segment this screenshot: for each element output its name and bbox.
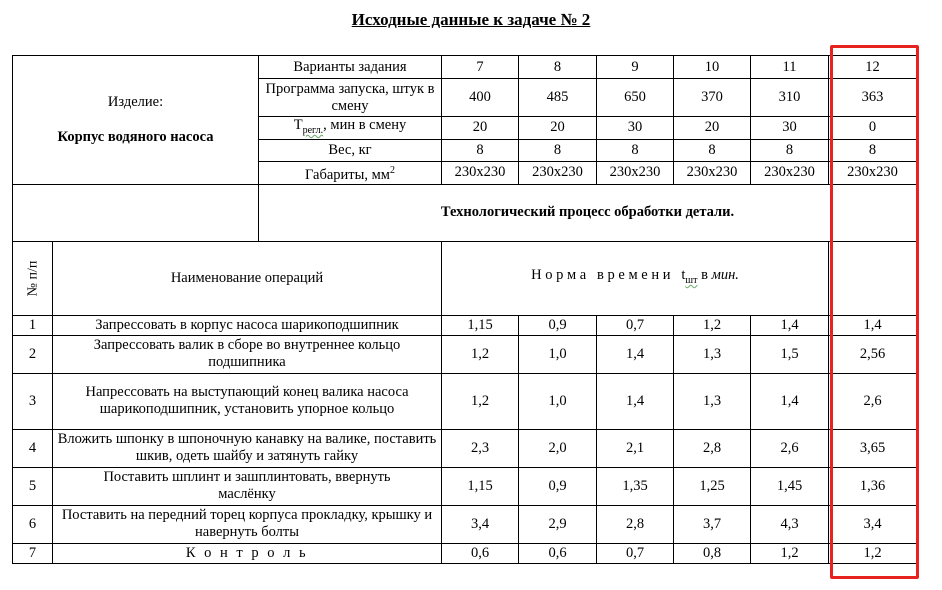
op-time: 1,5 bbox=[751, 335, 829, 373]
param-value: 0 bbox=[829, 117, 917, 140]
param-value: 310 bbox=[751, 79, 829, 117]
param-value: 230x230 bbox=[442, 161, 519, 184]
param-value: 650 bbox=[597, 79, 674, 117]
op-time: 2,6 bbox=[751, 429, 829, 467]
op-time: 1,15 bbox=[442, 467, 519, 505]
param-label: Вес, кг bbox=[259, 139, 442, 161]
norm-header-label: Н о р м а в р е м е н и t bbox=[531, 267, 686, 284]
op-time: 3,4 bbox=[829, 505, 917, 543]
param-value: 370 bbox=[674, 79, 751, 117]
process-title: Технологический процесс обработки детали. bbox=[259, 184, 917, 241]
op-num: 1 bbox=[13, 315, 53, 335]
op-time: 1,35 bbox=[597, 467, 674, 505]
op-time: 2,6 bbox=[829, 373, 917, 429]
op-time: 2,1 bbox=[597, 429, 674, 467]
op-num: 7 bbox=[13, 543, 53, 563]
op-time: 1,0 bbox=[519, 335, 597, 373]
op-name: Поставить на передний торец корпуса прокладку, крышку и навернуть болты bbox=[53, 505, 442, 543]
op-time: 2,8 bbox=[674, 429, 751, 467]
op-num: 5 bbox=[13, 467, 53, 505]
norm-header-in: в bbox=[697, 267, 712, 284]
empty-cell bbox=[13, 184, 259, 241]
op-time: 1,4 bbox=[597, 373, 674, 429]
param-label-main: T bbox=[293, 117, 303, 133]
norm-header bbox=[442, 241, 829, 315]
op-num: 4 bbox=[13, 429, 53, 467]
op-time: 0,9 bbox=[519, 315, 597, 335]
param-value: 30 bbox=[597, 117, 674, 140]
param-value: 8 bbox=[519, 139, 597, 161]
param-value: 8 bbox=[674, 139, 751, 161]
num-header bbox=[13, 241, 53, 315]
op-time: 1,4 bbox=[597, 335, 674, 373]
param-value: 485 bbox=[519, 79, 597, 117]
param-value: 230x230 bbox=[597, 161, 674, 184]
op-num: 2 bbox=[13, 335, 53, 373]
op-time: 1,45 bbox=[751, 467, 829, 505]
param-value: 230x230 bbox=[751, 161, 829, 184]
norm-header-sub: шт bbox=[685, 275, 698, 287]
op-time: 1,36 bbox=[829, 467, 917, 505]
param-value: 20 bbox=[674, 117, 751, 140]
variant-cell: 7 bbox=[442, 56, 519, 79]
variant-cell: 12 bbox=[829, 56, 917, 79]
operations-header: Наименование операций bbox=[53, 241, 442, 315]
param-label-sup: 2 bbox=[389, 164, 395, 176]
op-time: 0,7 bbox=[597, 543, 674, 563]
op-time: 3,7 bbox=[674, 505, 751, 543]
op-name: Напрессовать на выступающий конец валика насоса шарикоподшипник, установить упорное кольцо bbox=[53, 373, 442, 429]
source-data-table bbox=[12, 55, 917, 564]
param-value: 20 bbox=[519, 117, 597, 140]
param-label: Варианты задания bbox=[259, 56, 442, 79]
op-time: 1,25 bbox=[674, 467, 751, 505]
param-value: 20 bbox=[442, 117, 519, 140]
op-time: 1,2 bbox=[751, 543, 829, 563]
variant-12-highlight-box bbox=[830, 45, 919, 579]
op-time: 2,9 bbox=[519, 505, 597, 543]
variant-cell: 10 bbox=[674, 56, 751, 79]
product-cell bbox=[13, 56, 259, 185]
page-title: Исходные данные к задаче № 2 bbox=[351, 10, 591, 29]
param-label-main: Габариты, мм bbox=[305, 166, 390, 183]
product-label: Изделие: bbox=[107, 93, 164, 110]
op-time: 4,3 bbox=[751, 505, 829, 543]
param-label: Программа запуска, штук в смену bbox=[259, 79, 442, 117]
num-header-label: № п/п bbox=[25, 260, 41, 297]
op-time: 0,6 bbox=[519, 543, 597, 563]
param-value: 8 bbox=[751, 139, 829, 161]
op-time: 1,2 bbox=[442, 335, 519, 373]
param-label bbox=[259, 161, 442, 184]
param-label-rest: , мин в смену bbox=[323, 117, 407, 133]
op-time: 0,9 bbox=[519, 467, 597, 505]
op-time: 2,0 bbox=[519, 429, 597, 467]
param-value: 400 bbox=[442, 79, 519, 117]
variant-cell: 11 bbox=[751, 56, 829, 79]
op-time: 2,8 bbox=[597, 505, 674, 543]
op-num: 6 bbox=[13, 505, 53, 543]
norm-header-unit: мин. bbox=[711, 267, 739, 284]
op-name: Поставить шплинт и зашплинтовать, ввернуть маслёнку bbox=[53, 467, 442, 505]
param-value: 8 bbox=[597, 139, 674, 161]
op-time: 2,3 bbox=[442, 429, 519, 467]
param-value: 363 bbox=[829, 79, 917, 117]
op-time: 1,0 bbox=[519, 373, 597, 429]
op-time: 3,65 bbox=[829, 429, 917, 467]
op-time: 0,6 bbox=[442, 543, 519, 563]
op-time: 1,2 bbox=[674, 315, 751, 335]
op-time: 0,7 bbox=[597, 315, 674, 335]
op-time: 2,56 bbox=[829, 335, 917, 373]
op-time: 1,3 bbox=[674, 335, 751, 373]
op-name: Запрессовать валик в сборе во внутреннее кольцо подшипника bbox=[53, 335, 442, 373]
param-value: 230x230 bbox=[829, 161, 917, 184]
op-time: 1,4 bbox=[829, 315, 917, 335]
op-time: 0,8 bbox=[674, 543, 751, 563]
op-time: 1,15 bbox=[442, 315, 519, 335]
op-time: 1,2 bbox=[829, 543, 917, 563]
param-label-sub: регл. bbox=[302, 124, 324, 136]
op-time: 1,4 bbox=[751, 373, 829, 429]
op-time: 1,2 bbox=[442, 373, 519, 429]
param-value: 230x230 bbox=[519, 161, 597, 184]
variant-cell: 8 bbox=[519, 56, 597, 79]
op-time: 1,4 bbox=[751, 315, 829, 335]
param-value: 8 bbox=[442, 139, 519, 161]
op-name: К о н т р о л ь bbox=[53, 543, 442, 563]
param-value: 230x230 bbox=[674, 161, 751, 184]
op-name: Вложить шпонку в шпоночную канавку на валике, поставить шкив, одеть шайбу и затянуть гайку bbox=[53, 429, 442, 467]
op-name: Запрессовать в корпус насоса шарикоподшипник bbox=[53, 315, 442, 335]
param-value: 8 bbox=[829, 139, 917, 161]
param-value: 30 bbox=[751, 117, 829, 140]
op-time: 3,4 bbox=[442, 505, 519, 543]
product-name: Корпус водяного насоса bbox=[57, 128, 214, 145]
param-label bbox=[259, 117, 442, 140]
op-num: 3 bbox=[13, 373, 53, 429]
op-time: 1,3 bbox=[674, 373, 751, 429]
variant-cell: 9 bbox=[597, 56, 674, 79]
